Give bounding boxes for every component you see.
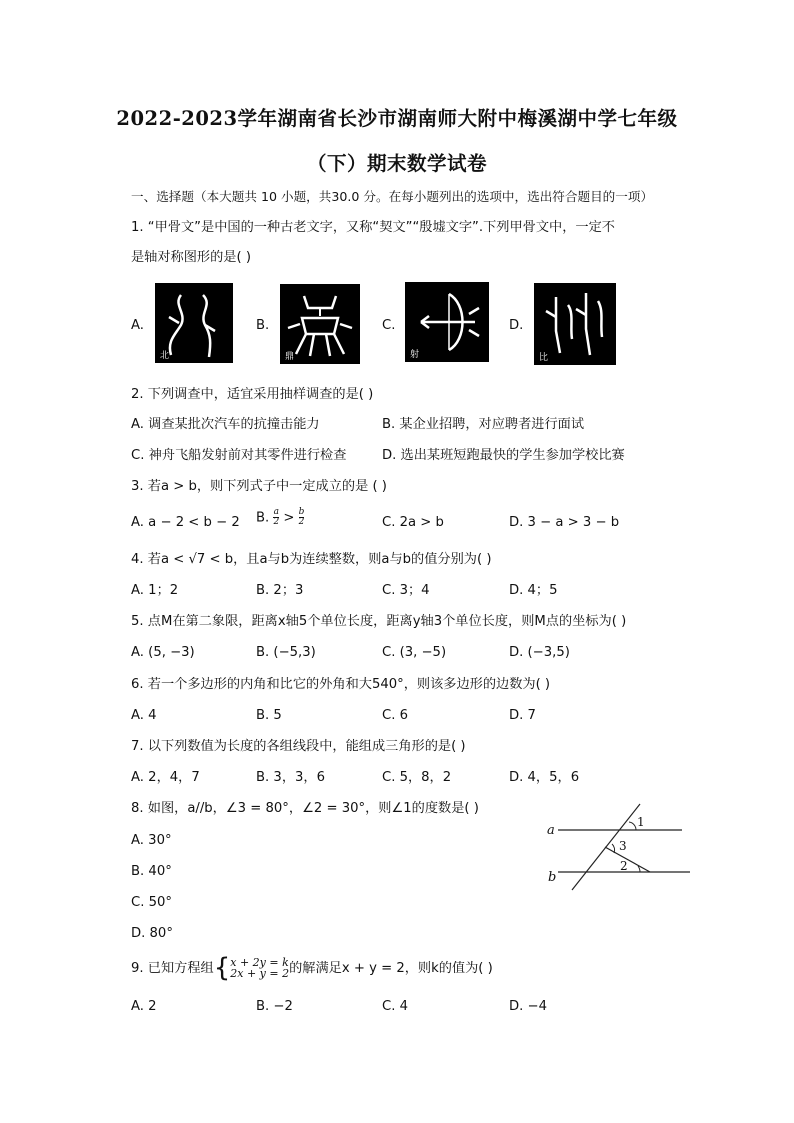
page-title-line2: （下）期末数学试卷 [306, 152, 487, 175]
q3-option-b-label: B. [256, 510, 270, 526]
equation-system: x + 2y = k 2x + y = 2 [230, 956, 290, 980]
q1-stem-line2: 是轴对称图形的是( ) [131, 250, 251, 265]
q5-option-d: D. (−3,5) [509, 645, 570, 660]
fraction-b-over-2: $\frac{b}{2}$ [298, 507, 305, 527]
oracle-glyph-bi-image [534, 283, 616, 365]
q6-option-d: D. 7 [509, 708, 536, 723]
q4-option-c: C. 3；4 [382, 583, 430, 598]
q3-option-d: D. 3 − a > 3 − b [509, 515, 620, 530]
label-b: b [548, 870, 557, 885]
q8-stem: 8. 如图，a//b，∠3 = 80°，∠2 = 30°，则∠1的度数是( ) [131, 801, 479, 816]
q1-option-b-label: B. [256, 318, 270, 333]
q7-option-b: B. 3，3，6 [256, 770, 325, 785]
q7-option-a: A. 2，4，7 [131, 770, 200, 785]
q1-option-c-label: C. [382, 318, 396, 333]
q5-stem: 5. 点M在第二象限，距离x轴5个单位长度，距离y轴3个单位长度，则M点的坐标为( ) [131, 614, 627, 629]
q9-option-b: B. −2 [256, 999, 293, 1014]
label-a: a [547, 823, 555, 838]
svg-text:射: 射 [410, 350, 420, 360]
q8-option-b: B. 40° [131, 864, 172, 879]
q1-option-a-label: A. [131, 318, 144, 333]
q5-option-b: B. (−5,3) [256, 645, 316, 660]
q2-stem: 2. 下列调查中，适宜采用抽样调查的是( ) [131, 387, 374, 402]
fraction-a-over-2: $\frac{a}{2}$ [273, 507, 280, 527]
system-brace: { [213, 953, 231, 983]
q3-option-c: C. 2a > b [382, 515, 444, 530]
q3-option-a: A. a − 2 < b − 2 [131, 515, 240, 530]
q4-option-b: B. 2；3 [256, 583, 304, 598]
q6-option-c: C. 6 [382, 708, 408, 723]
oracle-glyph-she-image [405, 282, 489, 362]
q8-option-a: A. 30° [131, 833, 172, 848]
q6-option-b: B. 5 [256, 708, 282, 723]
parallel-lines-figure [540, 800, 700, 895]
angle-2-label: 2 [620, 859, 628, 873]
page-title-line1: 2022-2023学年湖南省长沙市湖南师大附中梅溪湖中学七年级 [116, 107, 678, 130]
q5-option-a: A. (5, −3) [131, 645, 195, 660]
svg-text:比: 比 [539, 353, 549, 363]
q3-stem: 3. 若a > b，则下列式子中一定成立的是 ( ) [131, 479, 387, 494]
q1-option-d-label: D. [509, 318, 524, 333]
q6-option-a: A. 4 [131, 708, 157, 723]
q2-option-b: B. 某企业招聘，对应聘者进行面试 [382, 417, 585, 432]
q2-option-d: D. 选出某班短跑最快的学生参加学校比赛 [382, 448, 625, 463]
q4-option-a: A. 1；2 [131, 583, 179, 598]
glyph-caption: 北 [160, 351, 170, 361]
q3-option-b: B. $\frac{a}{2}$ > $\frac{b}{2}$ [256, 507, 305, 527]
q8-option-c: C. 50° [131, 895, 172, 910]
q5-option-c: C. (3, −5) [382, 645, 447, 660]
q1-stem-line1: 1. “甲骨文”是中国的一种古老文字，又称“契文”“殷墟文字”.下列甲骨文中，一定不 [131, 220, 615, 235]
q4-stem: 4. 若a < √7 < b，且a与b为连续整数，则a与b的值分别为( ) [131, 552, 492, 567]
q7-option-c: C. 5，8，2 [382, 770, 452, 785]
svg-text:鼎: 鼎 [285, 352, 295, 362]
q2-option-a: A. 调查某批次汽车的抗撞击能力 [131, 417, 320, 432]
oracle-glyph-ding-image [280, 284, 360, 364]
q4-option-d: D. 4；5 [509, 583, 558, 598]
q9-stem: 9. 已知方程组{ x + 2y = k 2x + y = 2 的解满足x + y = 2，则k的值为( ) [131, 953, 493, 983]
q9-option-d: D. −4 [509, 999, 547, 1014]
q7-option-d: D. 4，5，6 [509, 770, 580, 785]
q7-stem: 7. 以下列数值为长度的各组线段中，能组成三角形的是( ) [131, 739, 466, 754]
q8-option-d: D. 80° [131, 926, 173, 941]
q2-option-c: C. 神舟飞船发射前对其零件进行检查 [131, 448, 347, 463]
oracle-glyph-bei-image [155, 283, 233, 363]
angle-3-label: 3 [619, 839, 627, 853]
q9-option-c: C. 4 [382, 999, 408, 1014]
section-header: 一、选择题（本大题共 10 小题，共30.0 分。在每小题列出的选项中，选出符合题目的一项） [131, 189, 654, 204]
q6-stem: 6. 若一个多边形的内角和比它的外角和大540°，则该多边形的边数为( ) [131, 677, 551, 692]
q9-option-a: A. 2 [131, 999, 157, 1014]
angle-1-label: 1 [637, 815, 645, 829]
